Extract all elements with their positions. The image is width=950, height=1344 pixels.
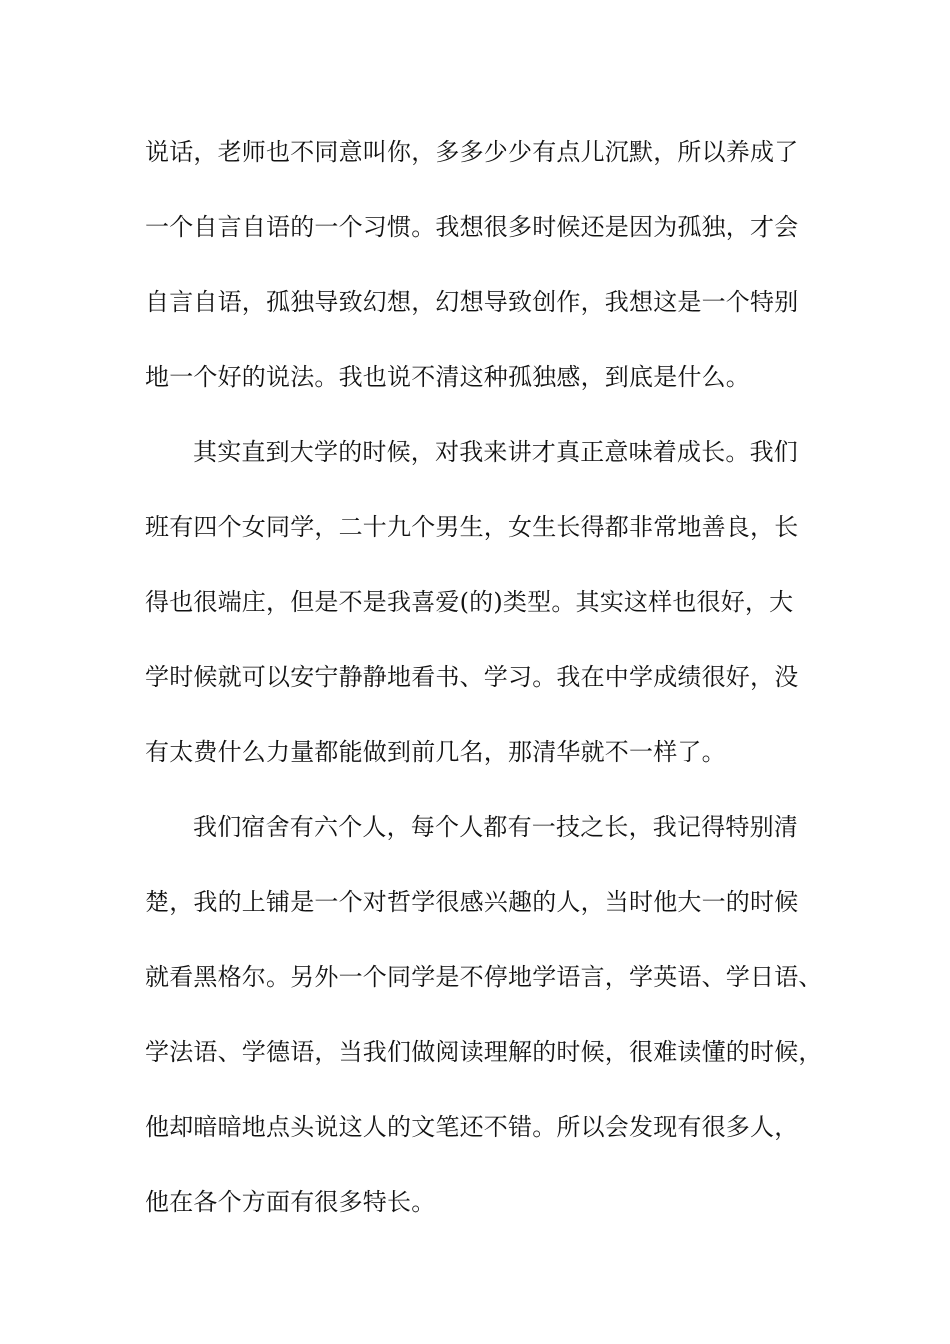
text-line: 地一个好的说法。我也说不清这种孤独感，到底是什么。 xyxy=(145,363,750,391)
text-line: 学法语、学德语，当我们做阅读理解的时候，很难读懂的时候， xyxy=(145,1038,823,1066)
text-line: 得也很端庄，但是不是我喜爱(的)类型。其实这样也很好，大 xyxy=(145,588,794,616)
text-line: 一个自言自语的一个习惯。我想很多时候还是因为孤独，才会 xyxy=(145,213,799,241)
text-line: 楚，我的上铺是一个对哲学很感兴趣的人，当时他大一的时候 xyxy=(145,888,799,916)
paragraph-start-line: 我们宿舍有六个人，每个人都有一技之长，我记得特别清 xyxy=(193,813,798,841)
text-line: 说话，老师也不同意叫你，多多少少有点儿沉默，所以养成了 xyxy=(145,138,799,166)
body-text xyxy=(145,130,825,1255)
text-line: 学时候就可以安宁静静地看书、学习。我在中学成绩很好，没 xyxy=(145,663,799,691)
paragraph-start-line: 其实直到大学的时候，对我来讲才真正意味着成长。我们 xyxy=(193,438,798,466)
text-line: 有太费什么力量都能做到前几名，那清华就不一样了。 xyxy=(145,738,726,766)
text-line: 他却暗暗地点头说这人的文笔还不错。所以会发现有很多人， xyxy=(145,1113,799,1141)
text-line: 班有四个女同学，二十九个男生，女生长得都非常地善良，长 xyxy=(145,513,799,541)
text-line: 自言自语，孤独导致幻想，幻想导致创作，我想这是一个特别 xyxy=(145,288,799,316)
text-line: 他在各个方面有很多特长。 xyxy=(145,1188,436,1216)
text-line: 就看黑格尔。另外一个同学是不停地学语言，学英语、学日语、 xyxy=(145,963,823,991)
